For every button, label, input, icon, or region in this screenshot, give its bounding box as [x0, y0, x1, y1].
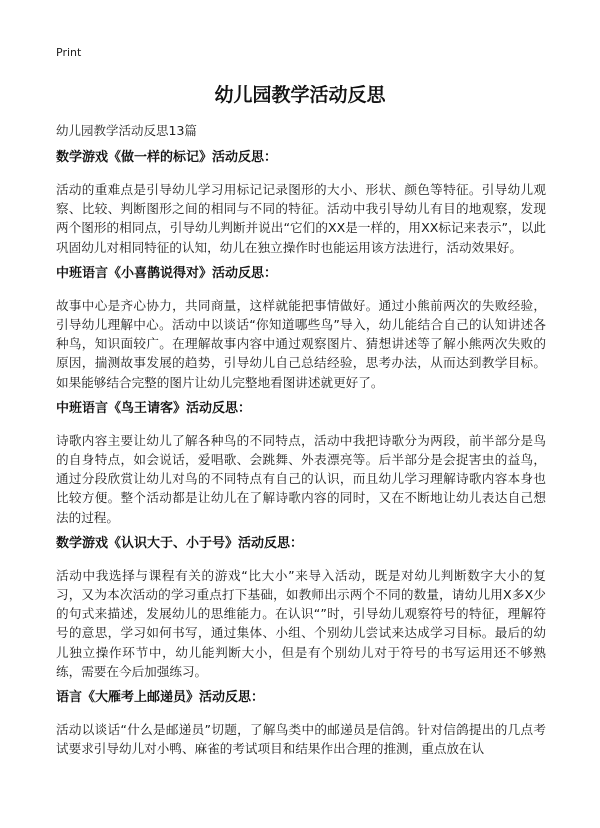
- sections-container: [56, 148, 546, 765]
- document-subtitle: 幼儿园教学活动反思13篇: [56, 123, 197, 138]
- section: [56, 688, 546, 758]
- section-heading: 数学游戏《认识大于、小于号》活动反思：: [56, 535, 304, 551]
- section-body: 故事中心是齐心协力，共同商量，这样就能把事情做好。通过小熊前两次的失败经验，引导幼儿理解中心。活动中以谈话“你知道哪些鸟”导入，幼儿能结合自己的认知讲述各种鸟，知识面较广。在理解故事内容中通过观察图片、猜想讲述等了解小熊两次失败的原因，揣测故事发展的趋势，引导幼儿自己总结经验，思考办法，从而达到教学目标。如果能够结合完整的图片让幼儿完整地看图讲述就更好了。: [56, 297, 546, 390]
- section-body: 诗歌内容主要让幼儿了解各种鸟的不同特点，活动中我把诗歌分为两段，前半部分是鸟的自身特点，如会说话，爱唱歌、会跳舞、外表漂亮等。后半部分是会捉害虫的益鸟，通过分段欣赏让幼儿对鸟的不同特点有自己的认识，而且幼儿学习理解诗歌内容本身也比较方便。整个活动都是让幼儿在了解诗歌内容的同时，又在不断地让幼儿表达自己想法的过程。: [56, 432, 546, 525]
- section-heading: 中班语言《鸟王请客》活动反思：: [56, 400, 252, 416]
- print-link[interactable]: Print: [56, 46, 82, 59]
- section-body: 活动的重难点是引导幼儿学习用标记记录图形的大小、形状、颜色等特征。引导幼儿观察、比较、判断图形之间的相同与不同的特征。活动中我引导幼儿有目的地观察，发现两个图形的相同点，引导幼儿判断并说出“它们的XX是一样的，用XX标记来表示”，以此巩固幼儿对相同特征的认知，幼儿在独立操作时也能运用该方法进行，活动效果好。: [56, 182, 546, 255]
- section-body: 活动以谈话“什么是邮递员”切题，了解鸟类中的邮递员是信鸽。针对信鸽提出的几点考试要求引导幼儿对小鸭、麻雀的考试项目和结果作出合理的推测，重点放在认: [56, 722, 546, 757]
- section: [56, 264, 546, 392]
- section-heading: 中班语言《小喜鹊说得对》活动反思：: [56, 265, 278, 281]
- section-body: 活动中我选择与课程有关的游戏“比大小”来导入活动，既是对幼儿判断数字大小的复习，又为本次活动的学习重点打下基础，如教师出示两个不同的数量，请幼儿用X多X少的句式来描述，发展幼儿的思维能力。在认识“”时，引导幼儿观察符号的特征，理解符号的意思，学习如何书写，通过集体、小组、个别幼儿尝试来达成学习目标。最后的幼儿独立操作环节中，幼儿能判断大小，但是有个别幼儿对于符号的书写运用还不够熟练，需要在今后加强练习。: [56, 567, 546, 679]
- section: [56, 534, 546, 681]
- section-heading: 语言《大雁考上邮递员》活动反思：: [56, 690, 265, 706]
- section: [56, 148, 546, 257]
- section: [56, 399, 546, 527]
- section-heading: 数学游戏《做一样的标记》活动反思：: [56, 150, 278, 165]
- page-title: 幼儿园教学活动反思: [214, 84, 386, 106]
